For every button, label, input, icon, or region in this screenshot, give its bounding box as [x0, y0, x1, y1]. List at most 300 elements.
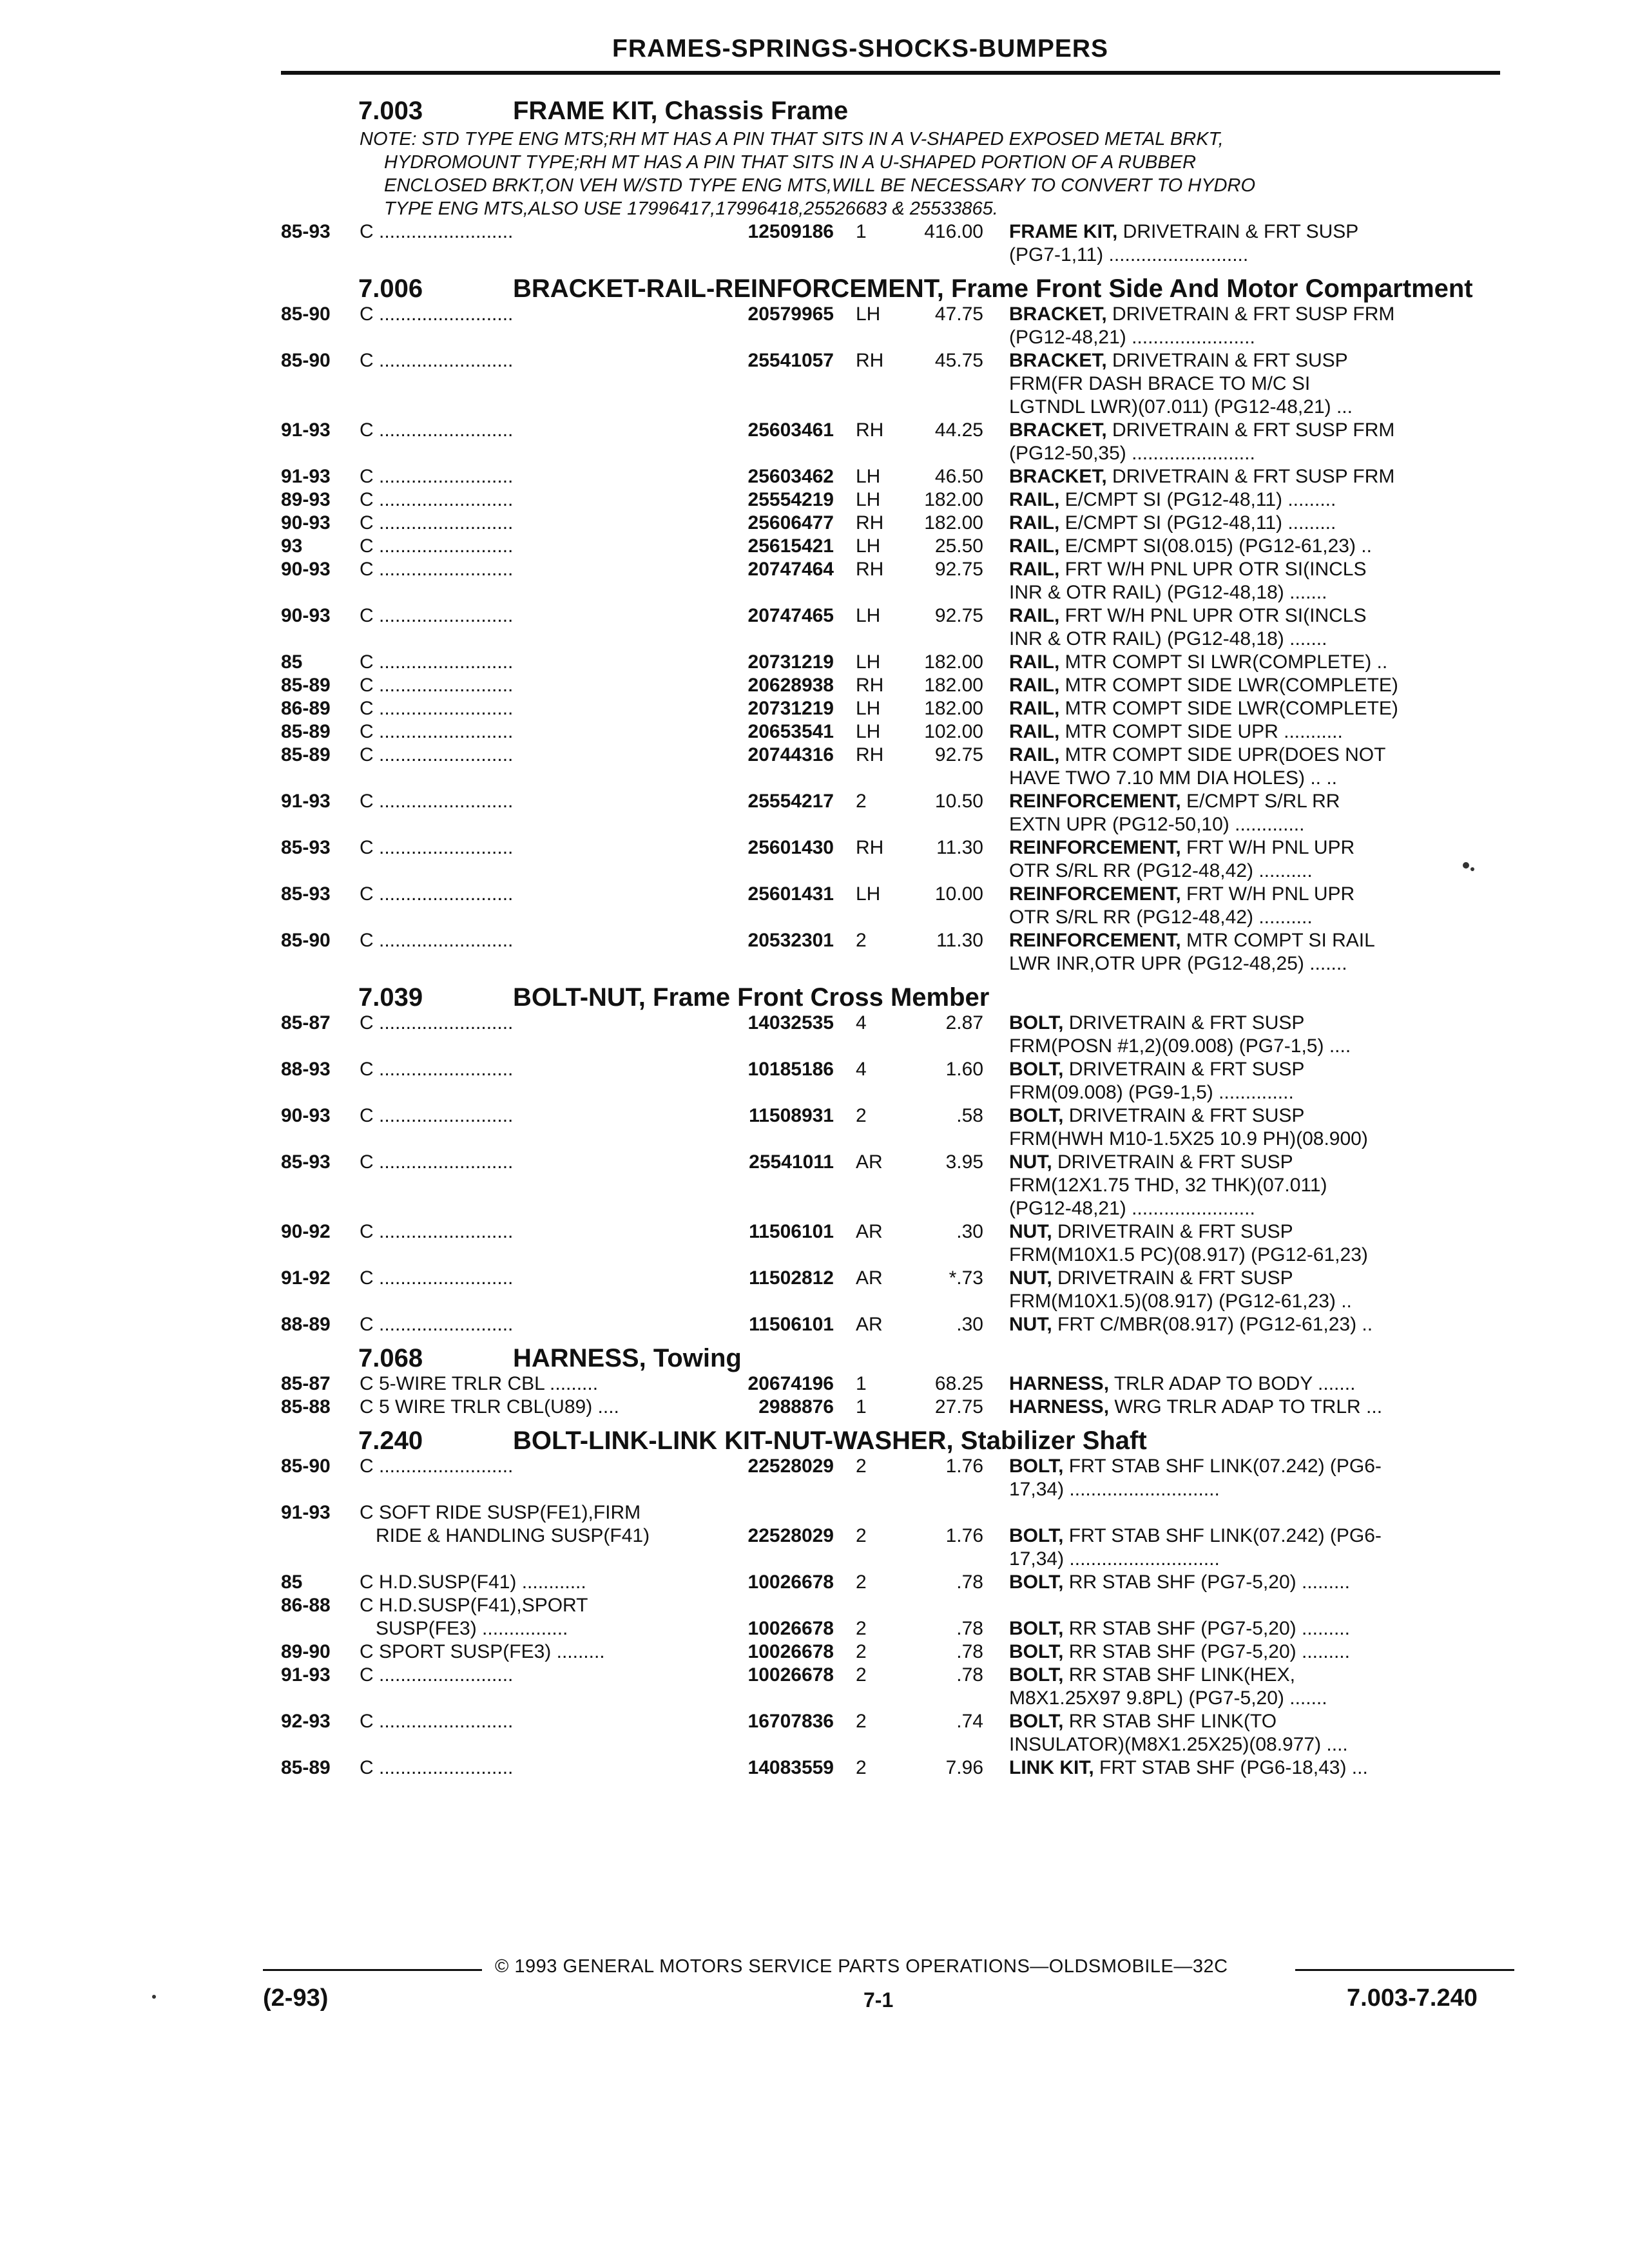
section-title: BOLT-NUT, Frame Front Cross Member: [513, 983, 990, 1012]
part-number: [720, 1594, 843, 1617]
description: [1009, 1151, 1492, 1220]
application: C .........................: [360, 605, 514, 626]
description: [1009, 1524, 1492, 1571]
description-line: BRACKET, DRIVETRAIN & FRT SUSP FRM: [1009, 466, 1395, 487]
model-years: 86-88: [281, 1595, 331, 1616]
application: C .........................: [360, 466, 514, 487]
application: C .........................: [360, 535, 514, 557]
part-number: 20747465: [747, 605, 834, 626]
price: 182.00: [924, 651, 983, 673]
section-heading: [281, 1344, 1512, 1372]
application: C .........................: [360, 883, 514, 905]
price: 182.00: [924, 698, 983, 719]
price: .78: [956, 1664, 983, 1686]
application: C .........................: [360, 744, 514, 765]
application: C .........................: [360, 1151, 514, 1173]
quantity: LH: [856, 605, 881, 626]
part-number: 14032535: [747, 1012, 834, 1033]
part-row: [281, 674, 1512, 697]
description: [1009, 512, 1492, 535]
description: [1009, 419, 1492, 465]
description-line: NUT, FRT C/MBR(08.917) (PG12-61,23) ..: [1009, 1314, 1373, 1335]
part-number: 20744316: [747, 744, 834, 765]
part-number: 25606477: [747, 512, 834, 533]
quantity: LH: [856, 721, 881, 742]
quantity: LH: [856, 466, 881, 487]
description: [1009, 1571, 1492, 1594]
description: [1009, 558, 1492, 604]
application: C .........................: [360, 489, 514, 510]
price: 25.50: [934, 535, 983, 557]
part-row: [281, 1313, 1512, 1336]
quantity: 1: [856, 1396, 867, 1418]
description: [1009, 1455, 1492, 1501]
quantity: RH: [856, 559, 884, 580]
part-row: [281, 651, 1512, 674]
part-number: 22528029: [747, 1456, 834, 1477]
price: 11.30: [936, 837, 983, 858]
application: C .........................: [360, 1105, 514, 1126]
header-rule: [281, 71, 1500, 75]
description-line: RAIL, MTR COMPT SIDE UPR(DOES NOT: [1009, 744, 1386, 765]
part-row: [281, 558, 1512, 604]
application: SUSP(FE3) ................: [360, 1618, 568, 1639]
part-number: 20674196: [747, 1373, 834, 1394]
application: C .........................: [360, 930, 514, 951]
model-years: [281, 1524, 360, 1571]
quantity: RH: [856, 350, 884, 371]
note-line: ENCLOSED BRKT,ON VEH W/STD TYPE ENG MTS,WILL BE NECESSARY TO CONVERT TO HYDRO: [384, 175, 1255, 196]
price: [912, 1501, 1009, 1524]
parts-listing: [281, 89, 1512, 1780]
description-line: INR & OTR RAIL) (PG12-48,18) .......: [1009, 582, 1327, 603]
application: C 5-WIRE TRLR CBL .........: [360, 1373, 599, 1394]
section-number: 7.068: [358, 1344, 423, 1372]
part-number: 12509186: [747, 221, 834, 242]
application: C .........................: [360, 791, 514, 812]
model-years: 86-89: [281, 698, 331, 719]
quantity: 1: [856, 221, 867, 242]
part-number: 16707836: [747, 1711, 834, 1732]
part-row: [281, 1640, 1512, 1664]
quantity: RH: [856, 512, 884, 533]
price: 1.76: [945, 1525, 983, 1546]
quantity: [843, 1501, 912, 1524]
quantity: 2: [856, 1618, 867, 1639]
model-years: 85-90: [281, 1456, 331, 1477]
part-number: 20731219: [747, 651, 834, 673]
section-number: 7.006: [358, 274, 423, 303]
application: C H.D.SUSP(F41),SPORT: [360, 1595, 588, 1616]
section-number: 7.039: [358, 983, 423, 1012]
price: 102.00: [924, 721, 983, 742]
description: [1009, 604, 1492, 651]
description: [1009, 651, 1492, 674]
part-number: 20747464: [747, 559, 834, 580]
part-row: [281, 220, 1512, 267]
description-line: REINFORCEMENT, FRT W/H PNL UPR: [1009, 883, 1355, 905]
footer-page-number: 7-1: [863, 1988, 894, 2012]
price: 68.25: [934, 1373, 983, 1394]
price: 44.25: [934, 419, 983, 441]
section-heading: [281, 1427, 1512, 1455]
part-row: [281, 512, 1512, 535]
part-number: 10026678: [747, 1571, 834, 1593]
quantity: LH: [856, 303, 881, 325]
description: [1009, 488, 1492, 512]
description: [1009, 790, 1492, 836]
description: [1009, 1220, 1492, 1267]
application: C SPORT SUSP(FE3) .........: [360, 1641, 605, 1662]
part-number: 11508931: [749, 1105, 834, 1126]
price: 27.75: [934, 1396, 983, 1418]
quantity: RH: [856, 675, 884, 696]
quantity: 1: [856, 1373, 867, 1394]
description-line: RAIL, E/CMPT SI(08.015) (PG12-61,23) ..: [1009, 535, 1372, 557]
price: .78: [956, 1571, 983, 1593]
description: [1009, 1058, 1492, 1104]
model-years: 85-89: [281, 721, 331, 742]
model-years: 91-93: [281, 419, 331, 441]
description-line: BRACKET, DRIVETRAIN & FRT SUSP FRM: [1009, 419, 1395, 441]
application: C SOFT RIDE SUSP(FE1),FIRM: [360, 1502, 641, 1523]
description: [1009, 303, 1492, 349]
price: 1.60: [945, 1059, 983, 1080]
description-line: RAIL, MTR COMPT SI LWR(COMPLETE) ..: [1009, 651, 1388, 673]
application: C .........................: [360, 1059, 514, 1080]
quantity: 2: [856, 791, 867, 812]
part-row: [281, 1058, 1512, 1104]
description: [1009, 720, 1492, 744]
quantity: AR: [856, 1314, 883, 1335]
part-number: 11502812: [749, 1267, 834, 1289]
description-line: REINFORCEMENT, FRT W/H PNL UPR: [1009, 837, 1355, 858]
price: *.73: [949, 1267, 983, 1289]
price: 182.00: [924, 489, 983, 510]
quantity: 2: [856, 1105, 867, 1126]
scan-speck: [1470, 867, 1474, 871]
description: [1009, 1640, 1492, 1664]
description-line: HAVE TWO 7.10 MM DIA HOLES) .. ..: [1009, 767, 1338, 789]
model-years: 85-87: [281, 1012, 331, 1033]
section-title: BRACKET-RAIL-REINFORCEMENT, Frame Front Side And Motor Compartment: [513, 274, 1473, 303]
description: [1009, 674, 1492, 697]
section-note: [281, 128, 1455, 220]
price: .58: [956, 1105, 983, 1126]
price: 7.96: [945, 1757, 983, 1778]
description: [1009, 1267, 1492, 1313]
description-line: 17,34) ............................: [1009, 1548, 1220, 1570]
price: 182.00: [924, 675, 983, 696]
price: .78: [956, 1641, 983, 1662]
model-years: 88-89: [281, 1314, 331, 1335]
description: [1009, 1104, 1492, 1151]
description: [1009, 1664, 1492, 1710]
model-years: 91-93: [281, 466, 331, 487]
section-heading: [281, 274, 1512, 303]
application: C .........................: [360, 1267, 514, 1289]
part-number: 25541057: [747, 350, 834, 371]
price: .78: [956, 1618, 983, 1639]
quantity: 2: [856, 1571, 867, 1593]
part-row: [281, 1220, 1512, 1267]
model-years: 85: [281, 651, 303, 673]
model-years: 90-92: [281, 1221, 331, 1242]
price: 3.95: [945, 1151, 983, 1173]
price: 45.75: [934, 350, 983, 371]
quantity: LH: [856, 698, 881, 719]
part-row: [281, 1594, 1512, 1617]
quantity: RH: [856, 419, 884, 441]
application: C .........................: [360, 1711, 514, 1732]
quantity: 2: [856, 1525, 867, 1546]
description-line: BOLT, RR STAB SHF (PG7-5,20) .........: [1009, 1571, 1350, 1593]
description-line: LGTNDL LWR)(07.011) (PG12-48,21) ...: [1009, 396, 1353, 418]
description-line: 17,34) ............................: [1009, 1479, 1220, 1500]
description-line: HARNESS, TRLR ADAP TO BODY .......: [1009, 1373, 1356, 1394]
description-line: LINK KIT, FRT STAB SHF (PG6-18,43) ...: [1009, 1757, 1368, 1778]
application: C .........................: [360, 837, 514, 858]
footer-rule-left: [263, 1969, 482, 1971]
description-line: BOLT, RR STAB SHF LINK(HEX,: [1009, 1664, 1295, 1686]
description-line: BOLT, RR STAB SHF (PG7-5,20) .........: [1009, 1641, 1350, 1662]
part-number: 11506101: [749, 1314, 834, 1335]
section-title: HARNESS, Towing: [513, 1344, 742, 1372]
description: [1009, 1594, 1492, 1617]
quantity: AR: [856, 1151, 883, 1173]
quantity: LH: [856, 651, 881, 673]
part-row: [281, 836, 1512, 883]
part-row: [281, 697, 1512, 720]
part-row: [281, 1151, 1512, 1220]
description: [1009, 1617, 1492, 1640]
model-years: 91-92: [281, 1267, 331, 1289]
model-years: 89-90: [281, 1641, 331, 1662]
part-number: 11506101: [749, 1221, 834, 1242]
description-line: BOLT, DRIVETRAIN & FRT SUSP: [1009, 1059, 1305, 1080]
description-line: EXTN UPR (PG12-50,10) .............: [1009, 814, 1305, 835]
application: C .........................: [360, 721, 514, 742]
part-number: 2988876: [758, 1396, 834, 1418]
part-number: 20579965: [747, 303, 834, 325]
quantity: RH: [856, 837, 884, 858]
quantity: RH: [856, 744, 884, 765]
description-line: FRM(POSN #1,2)(09.008) (PG7-1,5) ....: [1009, 1035, 1351, 1057]
part-row: [281, 1501, 1512, 1524]
quantity: LH: [856, 883, 881, 905]
model-years: [281, 1617, 360, 1640]
model-years: 85-93: [281, 883, 331, 905]
description-line: BOLT, DRIVETRAIN & FRT SUSP: [1009, 1105, 1305, 1126]
application: C .........................: [360, 1757, 514, 1778]
price: 92.75: [934, 744, 983, 765]
model-years: 88-93: [281, 1059, 331, 1080]
description: [1009, 1501, 1492, 1524]
application: C .........................: [360, 1221, 514, 1242]
price: .30: [956, 1221, 983, 1242]
model-years: 85: [281, 1571, 303, 1593]
description-line: FRAME KIT, DRIVETRAIN & FRT SUSP: [1009, 221, 1359, 242]
description-line: OTR S/RL RR (PG12-48,42) ..........: [1009, 860, 1313, 881]
price: 47.75: [934, 303, 983, 325]
model-years: 85-90: [281, 303, 331, 325]
description-line: BRACKET, DRIVETRAIN & FRT SUSP FRM: [1009, 303, 1395, 325]
part-row: [281, 419, 1512, 465]
application: C H.D.SUSP(F41) ............: [360, 1571, 586, 1593]
part-row: [281, 1664, 1512, 1710]
price: 182.00: [924, 512, 983, 533]
model-years: 90-93: [281, 1105, 331, 1126]
application: C .........................: [360, 512, 514, 533]
page-header-title: FRAMES-SPRINGS-SHOCKS-BUMPERS: [612, 35, 1109, 62]
description: [1009, 535, 1492, 558]
price: [912, 1594, 1009, 1617]
description: [1009, 349, 1492, 419]
application: C .........................: [360, 303, 514, 325]
model-years: 91-93: [281, 1664, 331, 1686]
description: [1009, 1313, 1492, 1336]
part-number: 20532301: [747, 930, 834, 951]
description-line: (PG7-1,11) ..........................: [1009, 244, 1249, 265]
part-row: [281, 535, 1512, 558]
model-years: 92-93: [281, 1711, 331, 1732]
description-line: HARNESS, WRG TRLR ADAP TO TRLR ...: [1009, 1396, 1383, 1418]
part-number: 10026678: [747, 1664, 834, 1686]
application: C .........................: [360, 1664, 514, 1686]
part-number: 25554219: [747, 489, 834, 510]
model-years: 85-93: [281, 1151, 331, 1173]
description: [1009, 1012, 1492, 1058]
part-number: 25603462: [747, 466, 834, 487]
description-line: FRM(HWH M10-1.5X25 10.9 PH)(08.900): [1009, 1128, 1368, 1149]
model-years: 90-93: [281, 559, 331, 580]
part-row: [281, 1012, 1512, 1058]
quantity: [843, 1594, 912, 1617]
part-number: 25601430: [747, 837, 834, 858]
model-years: 85-93: [281, 837, 331, 858]
part-row: [281, 1524, 1512, 1571]
quantity: 2: [856, 930, 867, 951]
description-line: BOLT, RR STAB SHF LINK(TO: [1009, 1711, 1277, 1732]
part-number: 10026678: [747, 1641, 834, 1662]
application: C .........................: [360, 675, 514, 696]
part-row: [281, 744, 1512, 790]
description: [1009, 1710, 1492, 1756]
quantity: LH: [856, 489, 881, 510]
part-row: [281, 1571, 1512, 1594]
model-years: 85-89: [281, 744, 331, 765]
price: .74: [956, 1711, 983, 1732]
scan-speck: [1463, 862, 1469, 869]
model-years: 85-89: [281, 675, 331, 696]
application: C .........................: [360, 651, 514, 673]
description: [1009, 836, 1492, 883]
description-line: RAIL, E/CMPT SI (PG12-48,11) .........: [1009, 512, 1336, 533]
part-row: [281, 349, 1512, 419]
description-line: REINFORCEMENT, MTR COMPT SI RAIL: [1009, 930, 1375, 951]
footer-rule-right: [1295, 1969, 1514, 1971]
description: [1009, 697, 1492, 720]
part-number: 14083559: [747, 1757, 834, 1778]
description: [1009, 929, 1492, 975]
description: [1009, 1396, 1492, 1419]
quantity: 2: [856, 1641, 867, 1662]
description-line: FRM(M10X1.5)(08.917) (PG12-61,23) ..: [1009, 1291, 1352, 1312]
part-number: [720, 1501, 843, 1524]
part-number: 10185186: [747, 1059, 834, 1080]
description-line: RAIL, MTR COMPT SIDE LWR(COMPLETE): [1009, 675, 1398, 696]
part-row: [281, 1396, 1512, 1419]
part-number: 25601431: [747, 883, 834, 905]
model-years: 93: [281, 535, 303, 557]
description-line: (PG12-48,21) .......................: [1009, 327, 1255, 348]
section-number: 7.003: [358, 97, 423, 125]
footer-section-range: 7.003-7.240: [1347, 1984, 1478, 2012]
part-number: 20628938: [747, 675, 834, 696]
price: 1.76: [945, 1456, 983, 1477]
description-line: BOLT, FRT STAB SHF LINK(07.242) (PG6-: [1009, 1525, 1382, 1546]
part-row: [281, 488, 1512, 512]
part-number: 20731219: [747, 698, 834, 719]
description-line: BOLT, RR STAB SHF (PG7-5,20) .........: [1009, 1618, 1350, 1639]
description-line: FRM(12X1.75 THD, 32 THK)(07.011): [1009, 1175, 1327, 1196]
part-number: 25603461: [747, 419, 834, 441]
description-line: OTR S/RL RR (PG12-48,42) ..........: [1009, 907, 1313, 928]
application: RIDE & HANDLING SUSP(F41): [360, 1525, 650, 1546]
price: 10.00: [934, 883, 983, 905]
application: C 5 WIRE TRLR CBL(U89) ....: [360, 1396, 619, 1418]
description-line: BRACKET, DRIVETRAIN & FRT SUSP: [1009, 350, 1348, 371]
price: 10.50: [934, 791, 983, 812]
section-number: 7.240: [358, 1427, 423, 1455]
model-years: 85-89: [281, 1757, 331, 1778]
application: C .........................: [360, 221, 514, 242]
application: C .........................: [360, 698, 514, 719]
description-line: NUT, DRIVETRAIN & FRT SUSP: [1009, 1221, 1293, 1242]
description: [1009, 1756, 1492, 1780]
description-line: REINFORCEMENT, E/CMPT S/RL RR: [1009, 791, 1340, 812]
description-line: (PG12-48,21) .......................: [1009, 1198, 1255, 1219]
price: 92.75: [934, 559, 983, 580]
description-line: M8X1.25X97 9.8PL) (PG7-5,20) .......: [1009, 1687, 1327, 1709]
model-years: 85-90: [281, 350, 331, 371]
part-number: 10026678: [747, 1618, 834, 1639]
price: .30: [956, 1314, 983, 1335]
footer-date: (2-93): [263, 1984, 329, 2012]
model-years: 89-93: [281, 489, 331, 510]
price: 11.30: [936, 930, 983, 951]
quantity: LH: [856, 535, 881, 557]
note-line: TYPE ENG MTS,ALSO USE 17996417,17996418,25526683 & 25533865.: [384, 198, 998, 219]
part-row: [281, 883, 1512, 929]
model-years: 85-90: [281, 930, 331, 951]
note-line: NOTE: STD TYPE ENG MTS;RH MT HAS A PIN THAT SITS IN A V-SHAPED EXPOSED METAL BRKT,: [360, 129, 1224, 149]
description-line: NUT, DRIVETRAIN & FRT SUSP: [1009, 1151, 1293, 1173]
quantity: 2: [856, 1711, 867, 1732]
part-row: [281, 929, 1512, 975]
part-row: [281, 720, 1512, 744]
footer-copyright: © 1993 GENERAL MOTORS SERVICE PARTS OPERATIONS—OLDSMOBILE—32C: [495, 1956, 1228, 1977]
description: [1009, 465, 1492, 488]
model-years: 85-87: [281, 1373, 331, 1394]
price: 416.00: [924, 221, 983, 242]
quantity: AR: [856, 1221, 883, 1242]
quantity: AR: [856, 1267, 883, 1289]
application: C .........................: [360, 419, 514, 441]
price: 46.50: [934, 466, 983, 487]
model-years: 90-93: [281, 512, 331, 533]
part-row: [281, 790, 1512, 836]
